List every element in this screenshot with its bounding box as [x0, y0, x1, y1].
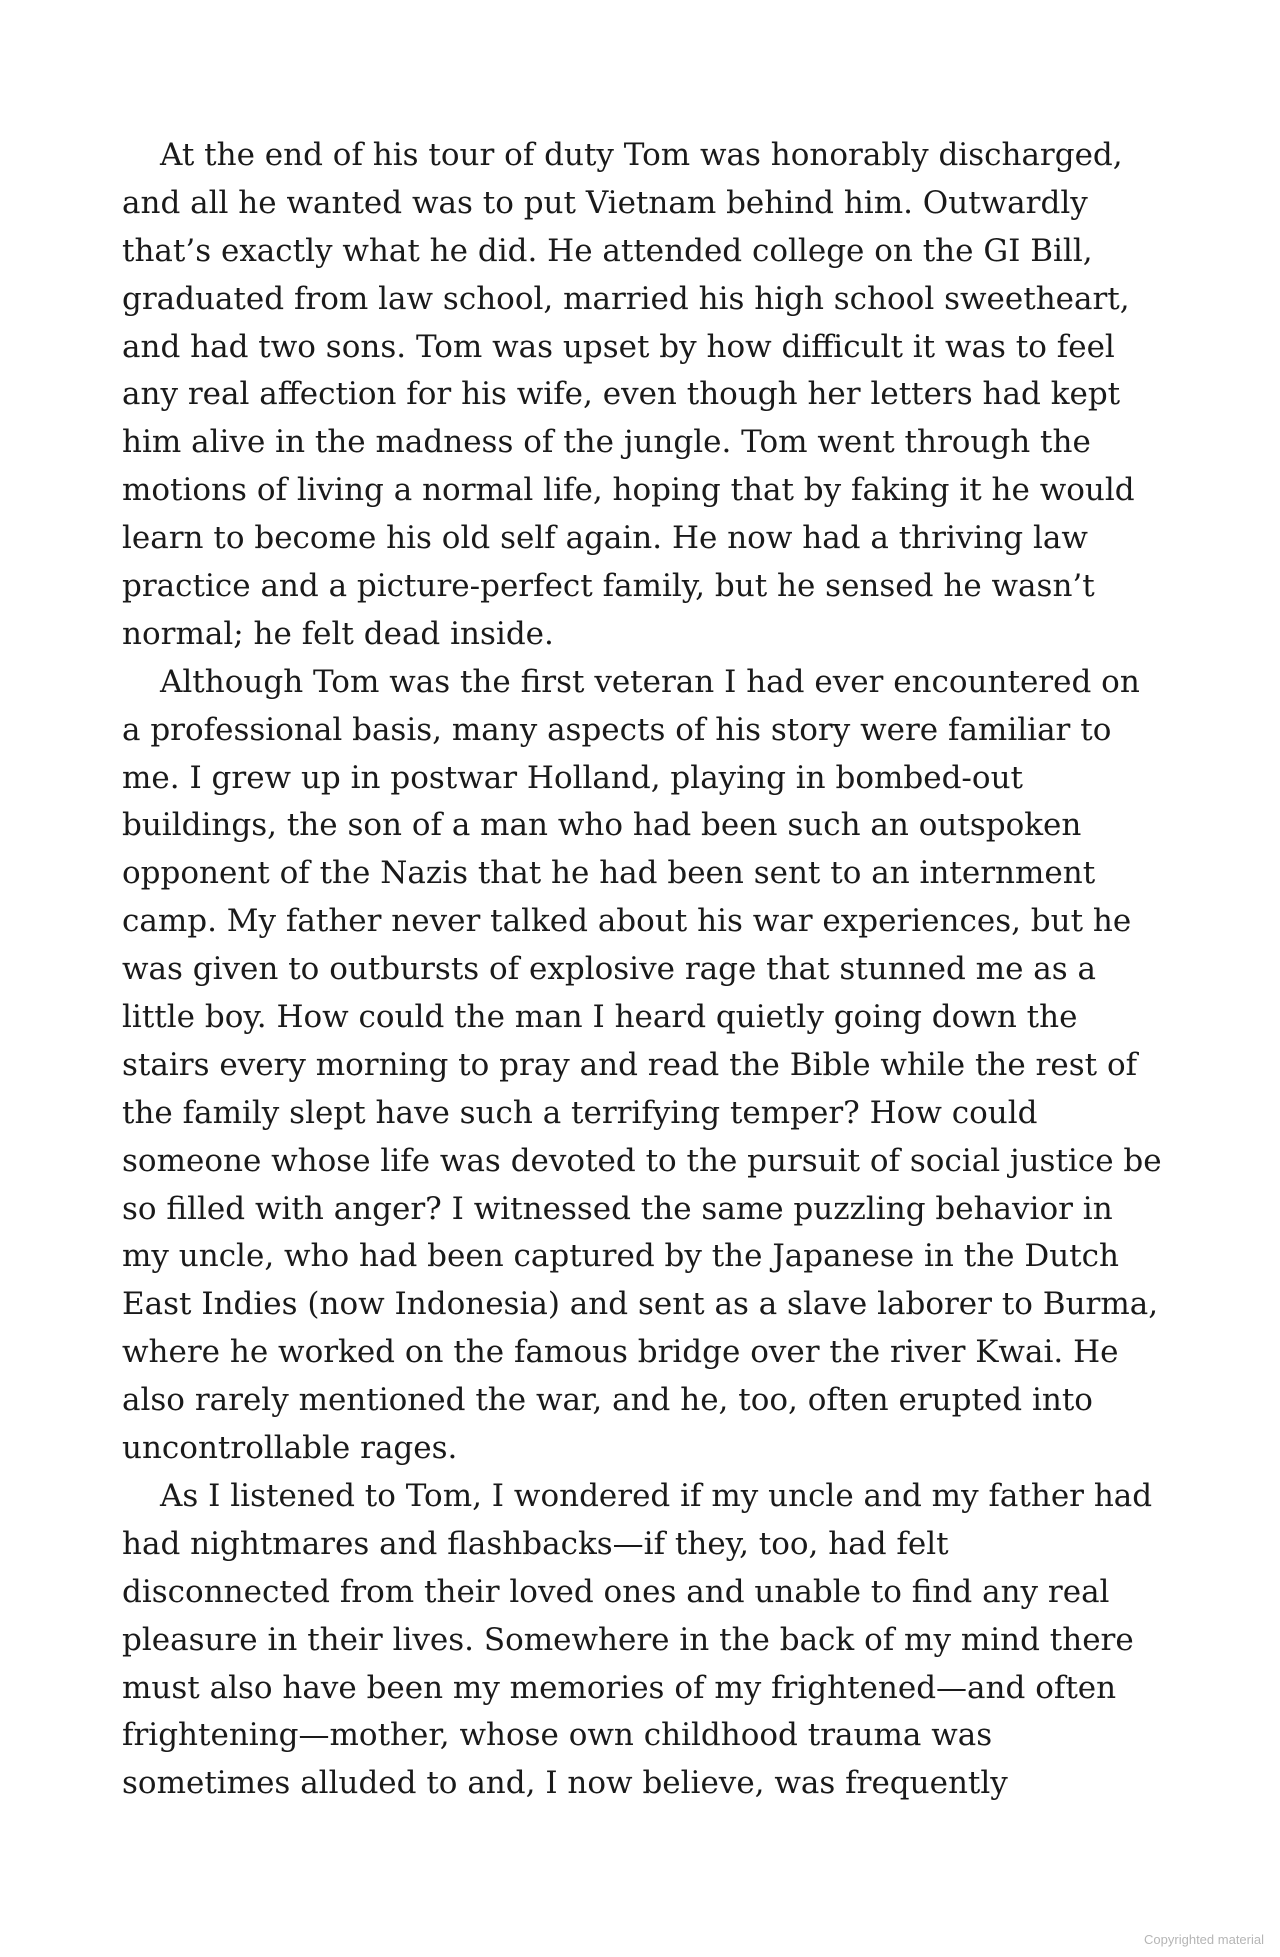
text-line: disconnected from their loved ones and unable to find any real: [122, 1573, 1110, 1610]
text-line: frightening—mother, whose own childhood trauma was: [122, 1717, 993, 1754]
text-line: pleasure in their lives. Somewhere in the back of my mind there: [122, 1621, 1134, 1658]
text-line: and all he wanted was to put Vietnam behind him. Outwardly: [122, 184, 1088, 221]
text-line: stairs every morning to pray and read the Bible while the rest of: [122, 1046, 1138, 1083]
text-line: also rarely mentioned the war, and he, too, often erupted into: [122, 1382, 1093, 1419]
text-line: a professional basis, many aspects of his story were familiar to: [122, 711, 1112, 748]
text-line: him alive in the madness of the jungle. Tom went through the: [122, 424, 1091, 461]
text-line: was given to outbursts of explosive rage that stunned me as a: [122, 951, 1097, 988]
text-line: motions of living a normal life, hoping that by faking it he would: [122, 472, 1135, 509]
text-line: someone whose life was devoted to the pursuit of social justice be: [122, 1142, 1162, 1179]
text-line: opponent of the Nazis that he had been sent to an internment: [122, 855, 1096, 892]
text-line: had nightmares and flashbacks—if they, too, had felt: [122, 1525, 949, 1562]
text-line: the family slept have such a terrifying temper? How could: [122, 1094, 1038, 1131]
text-line: me. I grew up in postwar Holland, playing in bombed-out: [122, 759, 1023, 796]
text-line: learn to become his old self again. He now had a thriving law: [122, 520, 1088, 557]
text-line: practice and a picture-perfect family, but he sensed he wasn’t: [122, 568, 1095, 605]
text-line: so filled with anger? I witnessed the same puzzling behavior in: [122, 1190, 1113, 1227]
text-line: camp. My father never talked about his war experiences, but he: [122, 903, 1132, 940]
text-line: buildings, the son of a man who had been such an outspoken: [122, 807, 1082, 844]
text-line: As I listened to Tom, I wondered if my uncle and my father had: [160, 1477, 1153, 1514]
text-line: my uncle, who had been captured by the Japanese in the Dutch: [122, 1238, 1119, 1275]
text-line: East Indies (now Indonesia) and sent as a slave laborer to Burma,: [122, 1286, 1159, 1323]
text-line: sometimes alluded to and, I now believe, was frequently: [122, 1765, 1008, 1802]
text-line: Although Tom was the first veteran I had ever encountered on: [160, 663, 1140, 700]
text-line: where he worked on the famous bridge over the river Kwai. He: [122, 1334, 1119, 1371]
text-line: any real affection for his wife, even though her letters had kept: [122, 376, 1121, 413]
text-line: must also have been my memories of my frightened—and often: [122, 1669, 1117, 1706]
text-line: graduated from law school, married his high school sweetheart,: [122, 280, 1130, 317]
text-line: that’s exactly what he did. He attended college on the GI Bill,: [122, 232, 1093, 269]
text-line: uncontrollable rages.: [122, 1430, 458, 1467]
page-body: [122, 132, 1182, 1808]
text-line: and had two sons. Tom was upset by how difficult it was to feel: [122, 328, 1115, 365]
text-line: At the end of his tour of duty Tom was honorably discharged,: [160, 137, 1123, 173]
copyright-notice: Copyrighted material: [1144, 1932, 1264, 1947]
text-line: little boy. How could the man I heard quietly going down the: [122, 999, 1078, 1036]
text-line: normal; he felt dead inside.: [122, 615, 554, 652]
